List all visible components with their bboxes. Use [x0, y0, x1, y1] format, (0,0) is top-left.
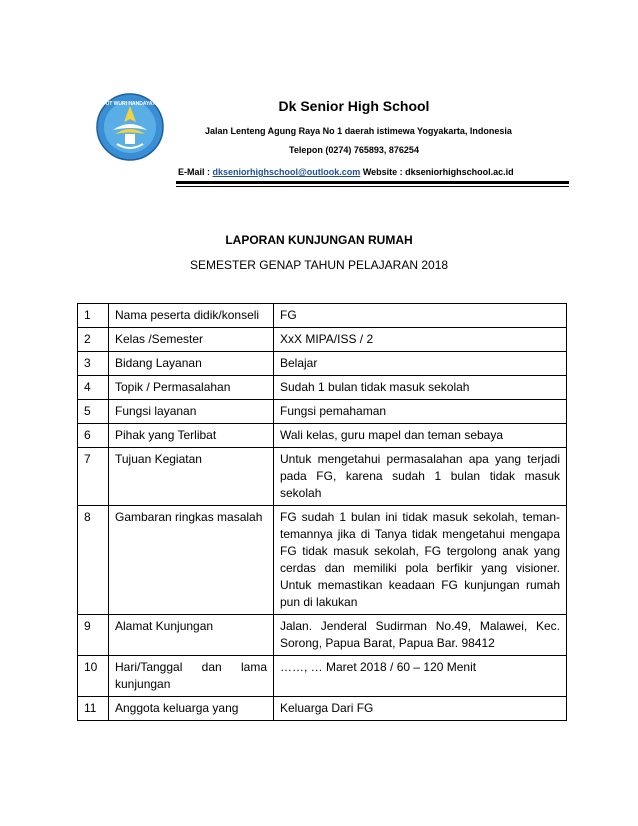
row-number: 1: [78, 304, 109, 328]
row-number: 9: [78, 615, 109, 656]
table-row: [78, 352, 567, 376]
row-number: 6: [78, 424, 109, 448]
row-number: 10: [78, 656, 109, 697]
table-row: [78, 400, 567, 424]
website-label: Website :: [360, 167, 406, 177]
header-divider-thick: [176, 181, 569, 184]
email-link[interactable]: dkseniorhighschool@outlook.com: [212, 167, 361, 177]
row-label: Bidang Layanan: [109, 352, 274, 376]
row-label: Nama peserta didik/konseli: [109, 304, 274, 328]
row-label: Fungsi layanan: [109, 400, 274, 424]
table-row: [78, 656, 567, 697]
table-row: [78, 615, 567, 656]
row-label: Gambaran ringkas masalah: [109, 506, 274, 615]
row-number: 11: [78, 697, 109, 721]
email-label: E-Mail :: [178, 167, 213, 177]
school-address: Jalan Lenteng Agung Raya No 1 daerah istimewa Yogyakarta, Indonesia: [205, 126, 512, 136]
website-text: dkseniorhighschool.ac.id: [405, 167, 514, 177]
school-contact: [178, 167, 514, 177]
row-value: ……, … Maret 2018 / 60 – 120 Menit: [274, 656, 567, 697]
table-row: [78, 424, 567, 448]
table-row: [78, 328, 567, 352]
school-phone: Telepon (0274) 765893, 876254: [289, 145, 419, 155]
row-number: 2: [78, 328, 109, 352]
row-value: Fungsi pemahaman: [274, 400, 567, 424]
row-value: Wali kelas, guru mapel dan teman sebaya: [274, 424, 567, 448]
report-table: [77, 303, 567, 721]
row-value: XxX MIPA/ISS / 2: [274, 328, 567, 352]
row-number: 8: [78, 506, 109, 615]
school-name: Dk Senior High School: [278, 98, 430, 114]
row-number: 7: [78, 448, 109, 506]
row-number: 3: [78, 352, 109, 376]
row-label: Topik / Permasalahan: [109, 376, 274, 400]
row-label: Kelas /Semester: [109, 328, 274, 352]
row-value: Belajar: [274, 352, 567, 376]
row-label: Tujuan Kegiatan: [109, 448, 274, 506]
row-number: 5: [78, 400, 109, 424]
row-value: FG sudah 1 bulan ini tidak masuk sekolah, teman-temannya jika di Tanya tidak mengetahui mengapa FG tidak masuk sekolah, FG tergolong anak yang cerdas dan memiliki pola berfikir yang visioner. Untuk memastikan keadaan FG kunjungan rumah pun di lakukan: [274, 506, 567, 615]
document-title: LAPORAN KUNJUNGAN RUMAH: [225, 233, 413, 247]
table-row: [78, 376, 567, 400]
table-row: [78, 697, 567, 721]
row-value: FG: [274, 304, 567, 328]
row-number: 4: [78, 376, 109, 400]
logo-text: TUT WURI HANDAYANI: [102, 101, 158, 107]
table-row: [78, 304, 567, 328]
row-value: Jalan. Jenderal Sudirman No.49, Malawei, Kec. Sorong, Papua Barat, Papua Bar. 98412: [274, 615, 567, 656]
row-value: Untuk mengetahui permasalahan apa yang terjadi pada FG, karena sudah 1 bulan tidak masuk sekolah: [274, 448, 567, 506]
table-row: [78, 506, 567, 615]
document-subtitle: SEMESTER GENAP TAHUN PELAJARAN 2018: [189, 258, 449, 272]
row-label: Anggota keluarga yang: [109, 697, 274, 721]
row-value: Keluarga Dari FG: [274, 697, 567, 721]
header-divider-thin: [176, 186, 569, 187]
table-row: [78, 448, 567, 506]
row-value: Sudah 1 bulan tidak masuk sekolah: [274, 376, 567, 400]
row-label: Alamat Kunjungan: [109, 615, 274, 656]
row-label: Hari/Tanggal dan lama kunjungan: [109, 656, 274, 697]
row-label: Pihak yang Terlibat: [109, 424, 274, 448]
